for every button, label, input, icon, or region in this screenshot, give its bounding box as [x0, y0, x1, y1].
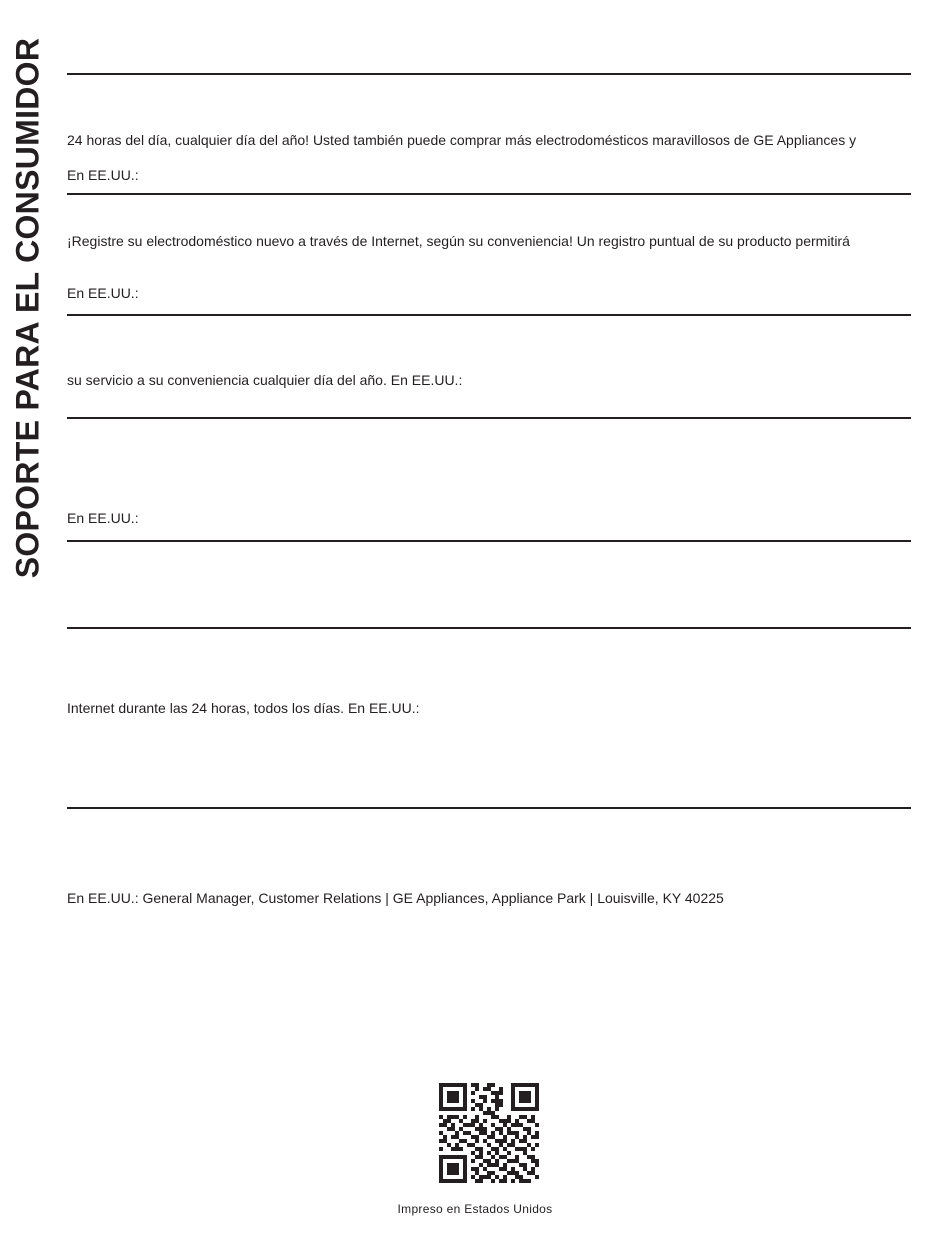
section-text: 24 horas del día, cualquier día del año! Usted también puede comprar más electrodomésticos maravillosos de GE Appliances y: [67, 132, 857, 148]
side-title: SOPORTE PARA EL CONSUMIDOR: [9, 37, 46, 579]
section-text: ¡Registre su electrodoméstico nuevo a través de Internet, según su conveniencia! Un registro puntual de su producto permitirá: [67, 233, 850, 249]
qr-code-icon: [439, 1083, 539, 1183]
section-text: En EE.UU.:: [67, 510, 139, 526]
section-text: En EE.UU.: General Manager, Customer Relations | GE Appliances, Appliance Park | Louisville, KY 40225: [67, 890, 724, 906]
section-text: En EE.UU.:: [67, 167, 139, 183]
divider: [67, 73, 911, 75]
divider: [67, 540, 911, 542]
divider: [67, 314, 911, 316]
divider: [67, 417, 911, 419]
divider: [67, 193, 911, 195]
section-text: su servicio a su conveniencia cualquier día del año. En EE.UU.:: [67, 372, 463, 388]
divider: [67, 627, 911, 629]
section-text: Internet durante las 24 horas, todos los días. En EE.UU.:: [67, 700, 420, 716]
section-text: En EE.UU.:: [67, 285, 139, 301]
divider: [67, 807, 911, 809]
printed-in-label: Impreso en Estados Unidos: [397, 1202, 553, 1216]
